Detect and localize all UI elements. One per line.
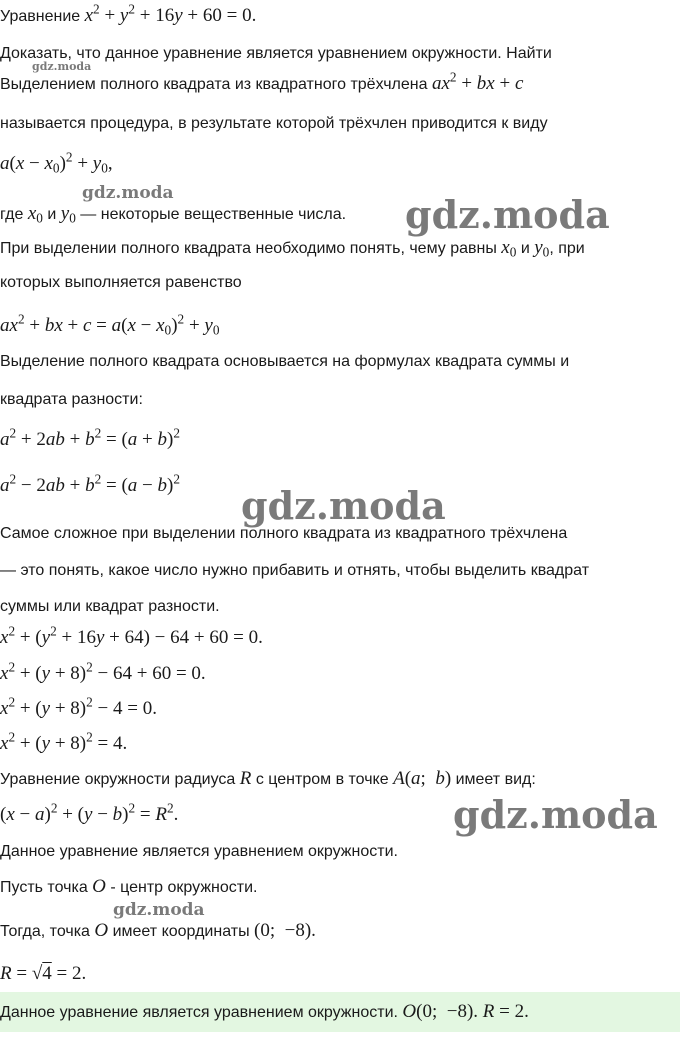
text: где: [0, 206, 24, 223]
radius-symbol: R: [239, 768, 252, 789]
x0-symbol: $x_0$: [501, 237, 517, 260]
square-sum-formula: $a^2 + 2ab + b^2 = (a + b)^2$: [0, 425, 180, 450]
text: — некоторые вещественные числа.: [80, 206, 347, 223]
center-symbol: O: [94, 920, 109, 941]
center-text: [0, 875, 257, 900]
center-point: A(a; b): [393, 768, 452, 789]
watermark: gdz.moda: [113, 900, 205, 920]
solution-step-3: $x^2 + (y + 8)^2 - 4 = 0$.: [0, 694, 157, 719]
circle-equation-formula: $(x - a)^2 + (y - b)^2 = R^2$.: [0, 800, 179, 825]
x0-symbol: $x_0$: [27, 203, 43, 226]
square-difference-formula: $a^2 - 2ab + b^2 = (a - b)^2$: [0, 471, 180, 496]
task-text: Доказать, что данное уравнение является уравнением окружности. Найти: [0, 45, 552, 62]
center-coordinates-text: [0, 919, 316, 944]
radius-calculation: R = √4 = 2.: [0, 963, 87, 984]
text: При выделении полного квадрата необходимо понять, чему равны: [0, 240, 497, 257]
text: , при: [549, 240, 585, 257]
explanation-line-2: которых выполняется равенство: [0, 274, 242, 291]
solution-step-2: $x^2 + (y + 8)^2 - 64 + 60 = 0$.: [0, 659, 206, 684]
explanation-line: [0, 236, 585, 261]
text: - центр окружности.: [110, 879, 258, 896]
watermark: gdz.moda: [82, 183, 174, 203]
text: Пусть точка: [0, 879, 88, 896]
text: имеет вид:: [455, 771, 536, 788]
text: имеет координаты: [112, 923, 250, 940]
conclusion-text: Данное уравнение является уравнением окружности.: [0, 843, 398, 860]
identity-formula: $ax^2$ + bx + $c = a(x - x_0)^2 + y_0$: [0, 311, 220, 338]
definition-text-2: называется процедура, в результате которой трёхчлен приводится к виду: [0, 115, 548, 132]
formulas-intro: Выделение полного квадрата основывается на формулах квадрата суммы и: [0, 353, 570, 370]
y0-symbol: $y_0$: [60, 203, 76, 226]
solution-step-4: $x^2 + (y + 8)^2 = 4$.: [0, 729, 128, 754]
problem-statement: [0, 1, 257, 29]
watermark: gdz.moda: [453, 792, 658, 837]
answer-line: [0, 1000, 529, 1025]
variables-line: [0, 202, 346, 227]
definition-text: Выделением полного квадрата из квадратного трёхчлена: [0, 76, 428, 93]
text: с центром в точке: [255, 771, 389, 788]
answer-text: Данное уравнение является уравнением окружности.: [0, 1004, 398, 1021]
watermark: gdz.moda: [405, 192, 610, 237]
watermark: gdz.moda: [241, 483, 446, 528]
text: Уравнение: [0, 8, 85, 25]
answer-formula: O(0; −8). R = 2.: [402, 1001, 529, 1022]
center-coordinates: (0; −8).: [254, 920, 316, 941]
watermark: gdz.moda: [32, 60, 92, 73]
hint-text: Самое сложное при выделении полного квадрата из квадратного трёхчлена: [0, 525, 568, 542]
y0-symbol: $y_0$: [534, 237, 550, 260]
hint-text-3: суммы или квадрат разности.: [0, 598, 220, 615]
formulas-intro-2: квадрата разности:: [0, 391, 143, 408]
center-symbol: O: [92, 876, 106, 897]
text: и: [47, 206, 57, 223]
hint-text-2: — это понять, какое число нужно прибавить и отнять, чтобы выделить квадрат: [0, 562, 590, 579]
text: Тогда, точка: [0, 923, 90, 940]
equation: $x^2 + y^2 + 16y + 60 = 0$.: [84, 1, 257, 26]
circle-equation-intro: [0, 767, 536, 792]
definition-line: [0, 69, 524, 97]
solution-step-1: $x^2 + (y^2 + 16y + 64) - 64 + 60 = 0$.: [0, 623, 263, 648]
text: и: [520, 240, 530, 257]
target-form-formula: $a(x - x_0)^2 + y_0$,: [0, 149, 113, 176]
text: Уравнение окружности радиуса: [0, 771, 236, 788]
trinomial-formula: $ax^2$ + bx + c: [431, 69, 524, 94]
